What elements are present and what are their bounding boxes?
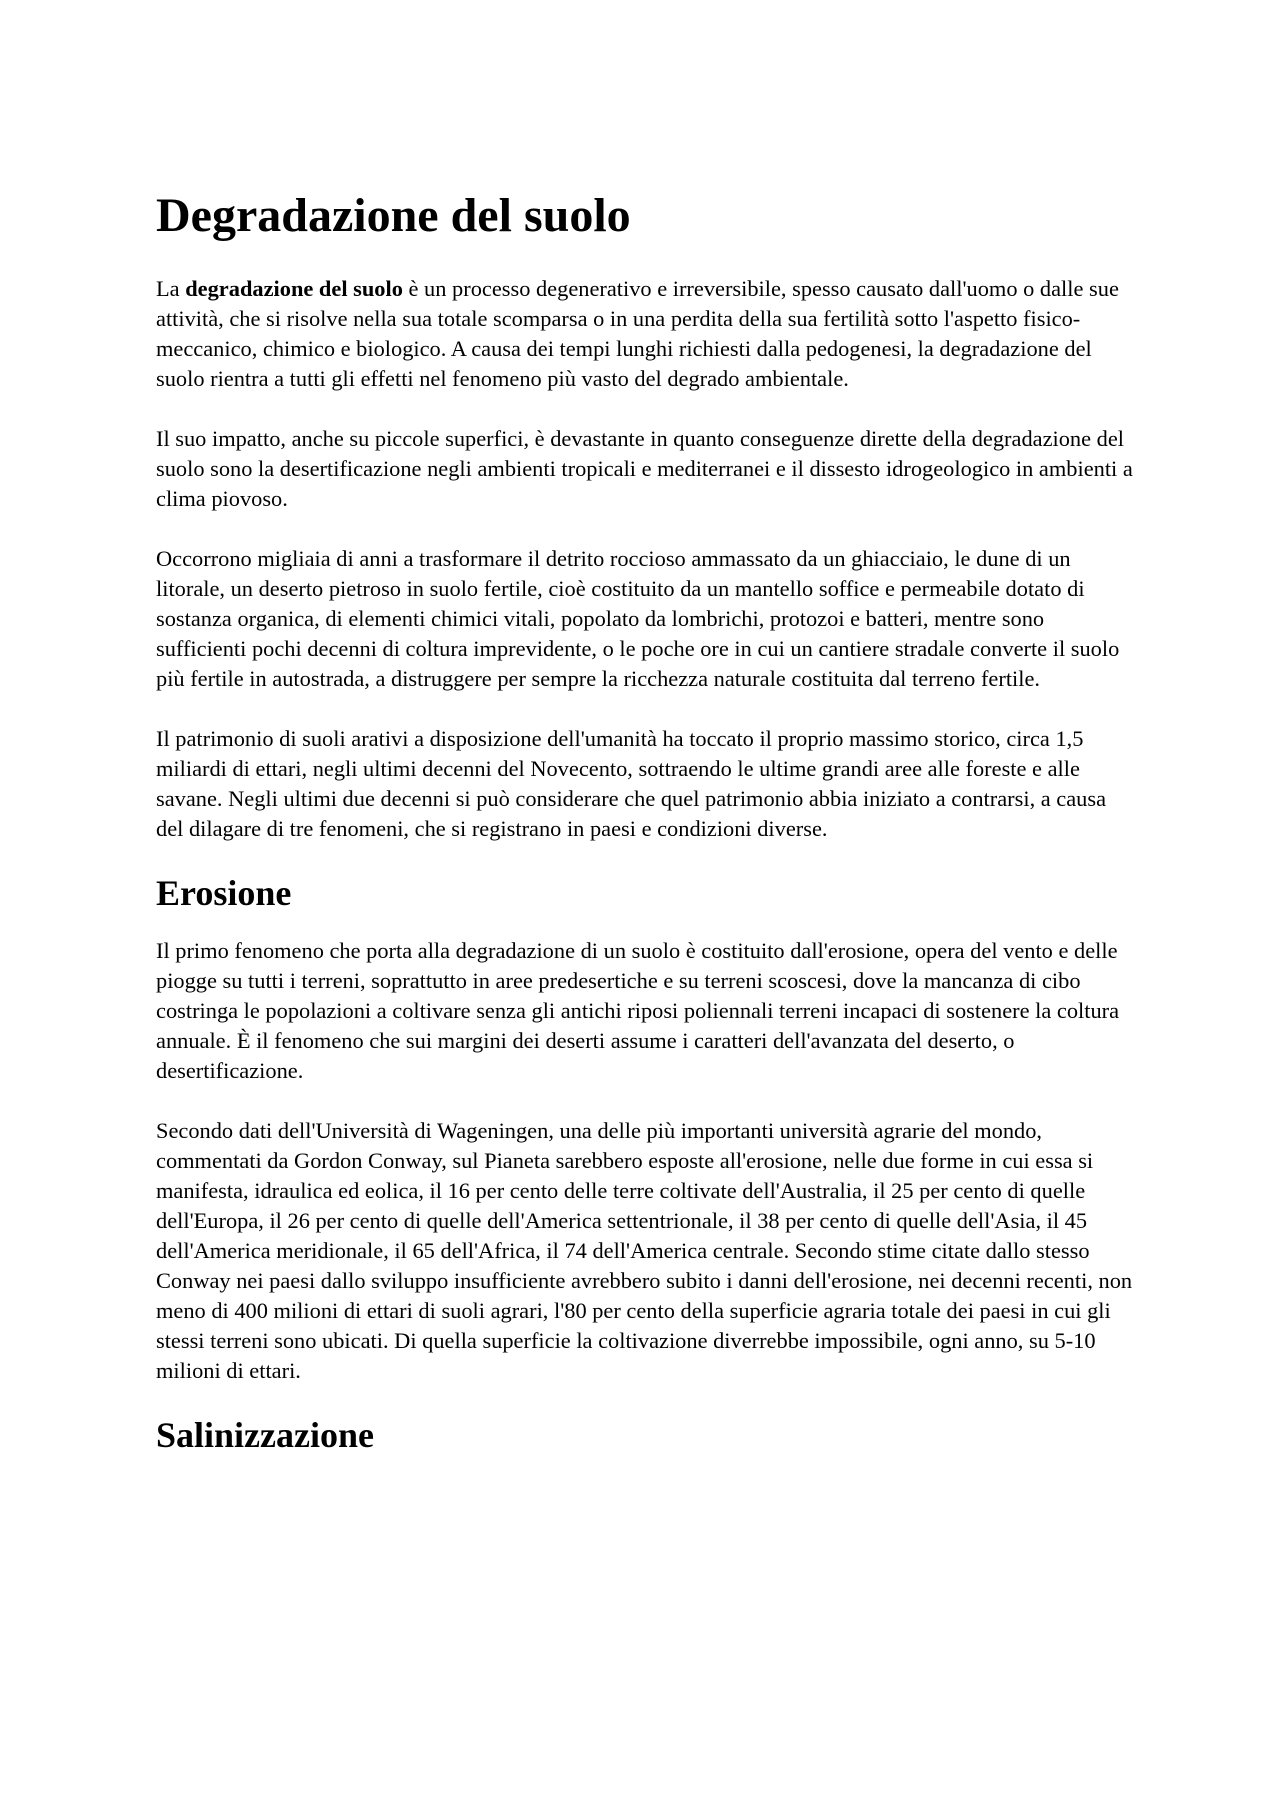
intro-rest: è un processo degenerativo e irreversibile, spesso causato dall'uomo o dalle sue attività, che si risolve nella sua totale scomparsa o in una perdita della sua fertilità sotto l'aspetto fisico-meccanico, chimico e biologico. A causa dei tempi lunghi richiesti dalla pedogenesi, la degradazione del suolo rientra a tutti gli effetti nel fenomeno più vasto del degrado ambientale.: [156, 276, 1119, 391]
section-heading-erosione: Erosione: [156, 873, 292, 913]
document-page: [156, 186, 1136, 1478]
intro-paragraph: [156, 274, 1136, 394]
intro-prefix: La: [156, 276, 186, 301]
section-paragraph: Il primo fenomeno che porta alla degradazione di un suolo è costituito dall'erosione, opera del vento e delle piogge su tutti i terreni, soprattutto in aree predesertiche e su terreni scoscesi, dove la mancanza di cibo costringa le popolazioni a coltivare senza gli antichi riposi poliennali terreni incapaci di sostenere la coltura annuale. È il fenomeno che sui margini dei deserti assume i caratteri dell'avanzata del deserto, o desertificazione.: [156, 938, 1120, 1083]
section-paragraph: Secondo dati dell'Università di Wageningen, una delle più importanti università agrarie del mondo, commentati da Gordon Conway, sul Pianeta sarebbero esposte all'erosione, nelle due forme in cui essa si manifesta, idraulica ed eolica, il 16 per cento delle terre coltivate dell'Australia, il 25 per cento di quelle dell'Europa, il 26 per cento di quelle dell'America settentrionale, il 38 per cento di quelle dell'Asia, il 45 dell'America meridionale, il 65 dell'Africa, il 74 dell'America centrale. Secondo stime citate dallo stesso Conway nei paesi dallo sviluppo insufficiente avrebbero subito i danni dell'erosione, nei decenni recenti, non meno di 400 milioni di ettari di suoli agrari, l'80 per cento della superficie agraria totale dei paesi in cui gli stessi terreni sono ubicati. Di quella superficie la coltivazione diverrebbe impossibile, ogni anno, su 5-10 milioni di ettari.: [156, 1118, 1133, 1383]
intro-bold-term: degradazione del suolo: [185, 276, 403, 301]
body-paragraph: Il suo impatto, anche su piccole superfici, è devastante in quanto conseguenze dirette della degradazione del suolo sono la desertificazione negli ambienti tropicali e mediterranei e il dissesto idrogeologico in ambienti a clima piovoso.: [156, 426, 1133, 511]
body-paragraph: Occorrono migliaia di anni a trasformare il detrito roccioso ammassato da un ghiacciaio, le dune di un litorale, un deserto pietroso in suolo fertile, cioè costituito da un mantello soffice e permeabile dotato di sostanza organica, di elementi chimici vitali, popolato da lombrichi, protozoi e batteri, mentre sono sufficienti pochi decenni di coltura imprevidente, o le poche ore in cui un cantiere stradale converte il suolo più fertile in autostrada, a distruggere per sempre la ricchezza naturale costituita dal terreno fertile.: [156, 546, 1120, 691]
body-paragraph: Il patrimonio di suoli arativi a disposizione dell'umanità ha toccato il proprio massimo storico, circa 1,5 miliardi di ettari, negli ultimi decenni del Novecento, sottraendo le ultime grandi aree alle foreste e alle savane. Negli ultimi due decenni si può considerare che quel patrimonio abbia iniziato a contrarsi, a causa del dilagare di tre fenomeni, che si registrano in paesi e condizioni diverse.: [156, 726, 1107, 841]
section-heading-salinizzazione: Salinizzazione: [156, 1415, 374, 1455]
page-title: Degradazione del suolo: [156, 189, 631, 242]
